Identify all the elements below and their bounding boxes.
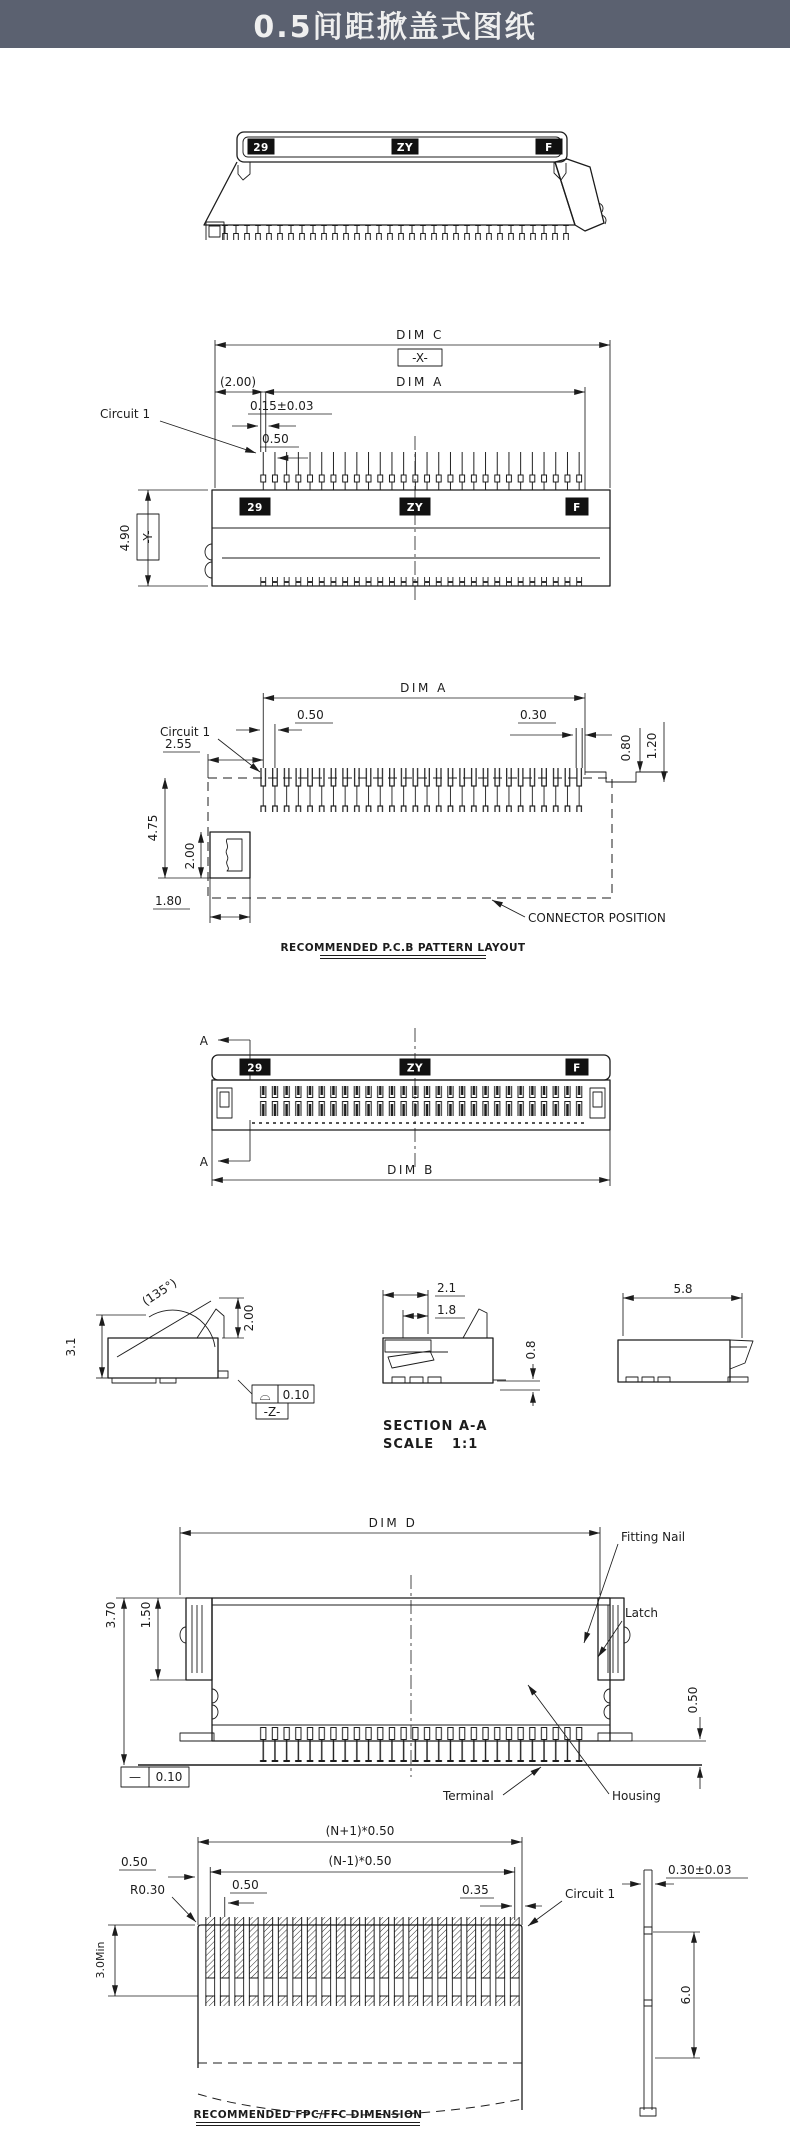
perspective-view bbox=[0, 55, 790, 240]
section-aa-drawing bbox=[383, 1290, 540, 1406]
dim-c-label: DIM C bbox=[396, 328, 444, 342]
pcb-edge-offset-label: 2.55 bbox=[165, 737, 192, 751]
fpc-thickness-label: 0.30±0.03 bbox=[668, 1863, 732, 1877]
dim-18-label: 1.8 bbox=[437, 1303, 457, 1317]
mark-center: ZY bbox=[406, 1062, 424, 1075]
front-view-drawing bbox=[116, 1527, 706, 1795]
datum-x-label: -X- bbox=[412, 351, 428, 365]
fpc-min-length-label: 3.0Min bbox=[94, 1941, 107, 1979]
pcb-slot-height-label: 2.00 bbox=[183, 842, 197, 870]
dim-b-label: DIM B bbox=[387, 1163, 435, 1177]
open-height-label: 2.00 bbox=[242, 1304, 256, 1332]
fpc-nm1-label: (N-1)*0.50 bbox=[328, 1854, 392, 1868]
fpc-np1-label: (N+1)*0.50 bbox=[325, 1824, 395, 1838]
fpc-caption: RECOMMENDED FPC/FFC DIMENSION bbox=[193, 2109, 423, 2121]
mark-left: 29 bbox=[247, 502, 263, 514]
datum-y-label: -Y- bbox=[141, 530, 155, 544]
latch-label: Latch bbox=[625, 1606, 658, 1620]
dim-08-label: 0.8 bbox=[524, 1340, 538, 1360]
mark-right: F bbox=[573, 502, 581, 514]
fpc-dimension-view bbox=[0, 1810, 790, 2154]
terminal-width-label: 0.15±0.03 bbox=[250, 399, 314, 413]
section-a-bottom-label: A bbox=[199, 1155, 208, 1169]
bottom-view-section-aa bbox=[0, 980, 790, 1215]
mark-center: ZY bbox=[406, 502, 424, 514]
total-height-label: 3.1 bbox=[64, 1337, 78, 1357]
fitting-nail-label: Fitting Nail bbox=[621, 1530, 686, 1544]
pcb-pattern-layout-view bbox=[0, 620, 790, 970]
height-490-label: 4.90 bbox=[118, 524, 132, 552]
angle-135-label: (135°) bbox=[139, 1275, 180, 1309]
circuit1-label: Circuit 1 bbox=[100, 407, 151, 421]
height-150-label: 1.50 bbox=[139, 1601, 153, 1629]
pcb-dim-a-label: DIM A bbox=[400, 681, 448, 695]
pcb-circuit1-label: Circuit 1 bbox=[160, 725, 211, 739]
pcb-pad-width-label: 0.30 bbox=[520, 708, 547, 722]
side-view-right-drawing bbox=[618, 1293, 753, 1382]
fpc-edge-label: 0.50 bbox=[121, 1855, 148, 1869]
top-view-drawing bbox=[137, 340, 610, 602]
mark-left: 29 bbox=[253, 142, 269, 154]
fpc-pitch-label: 0.50 bbox=[232, 1878, 259, 1892]
fpc-tail-label: 6.0 bbox=[679, 1985, 693, 2005]
flatness-tol-label: 0.10 bbox=[282, 1388, 310, 1402]
fpc-circuit1-label: Circuit 1 bbox=[565, 1887, 616, 1901]
flatness-icon: ⌓ bbox=[259, 1388, 271, 1404]
pitch-label: 0.50 bbox=[262, 432, 289, 446]
fpc-radius-label: R0.30 bbox=[130, 1883, 166, 1897]
terminal-label: Terminal bbox=[443, 1789, 494, 1803]
pcb-pad-len-label: 1.20 bbox=[645, 732, 659, 760]
pcb-caption: RECOMMENDED P.C.B PATTERN LAYOUT bbox=[280, 942, 526, 954]
page-title: 0.5间距掀盖式图纸 bbox=[253, 10, 537, 45]
scale-value-label: 1:1 bbox=[452, 1437, 479, 1452]
connector-position-label: CONNECTOR POSITION bbox=[528, 911, 666, 925]
fpc-drawing bbox=[108, 1837, 748, 2126]
housing-label: Housing bbox=[612, 1789, 661, 1803]
side-and-section-views bbox=[0, 1220, 790, 1470]
height-050-label: 0.50 bbox=[686, 1686, 700, 1714]
offset-200-label: (2.00) bbox=[219, 375, 257, 389]
top-dimension-view bbox=[0, 240, 790, 615]
mark-left: 29 bbox=[247, 1062, 263, 1075]
height-370-label: 3.70 bbox=[104, 1601, 118, 1629]
mark-right: F bbox=[545, 142, 553, 154]
straightness-tol-label: 0.10 bbox=[155, 1770, 183, 1784]
section-a-top-label: A bbox=[199, 1034, 208, 1048]
datum-z-label: -Z- bbox=[263, 1405, 281, 1419]
pcb-depth-label: 4.75 bbox=[146, 814, 160, 842]
front-section-view bbox=[0, 1475, 790, 1810]
dim-d-label: DIM D bbox=[368, 1516, 418, 1530]
pcb-slot-width-label: 1.80 bbox=[155, 894, 182, 908]
mark-right: F bbox=[573, 1062, 581, 1075]
dim-a-label: DIM A bbox=[396, 375, 444, 389]
depth-58-label: 5.8 bbox=[673, 1282, 693, 1296]
fpc-last-label: 0.35 bbox=[462, 1883, 489, 1897]
dim-21-label: 2.1 bbox=[437, 1281, 457, 1295]
straightness-icon: — bbox=[129, 1770, 141, 1784]
section-aa-label: SECTION A-A bbox=[383, 1419, 488, 1434]
pcb-pad-ext-label: 0.80 bbox=[619, 734, 633, 762]
scale-word-label: SCALE bbox=[383, 1437, 435, 1452]
pcb-pitch-label: 0.50 bbox=[297, 708, 324, 722]
mark-center: ZY bbox=[396, 142, 414, 154]
side-view-left-drawing bbox=[96, 1298, 314, 1419]
title-bar bbox=[0, 0, 790, 48]
